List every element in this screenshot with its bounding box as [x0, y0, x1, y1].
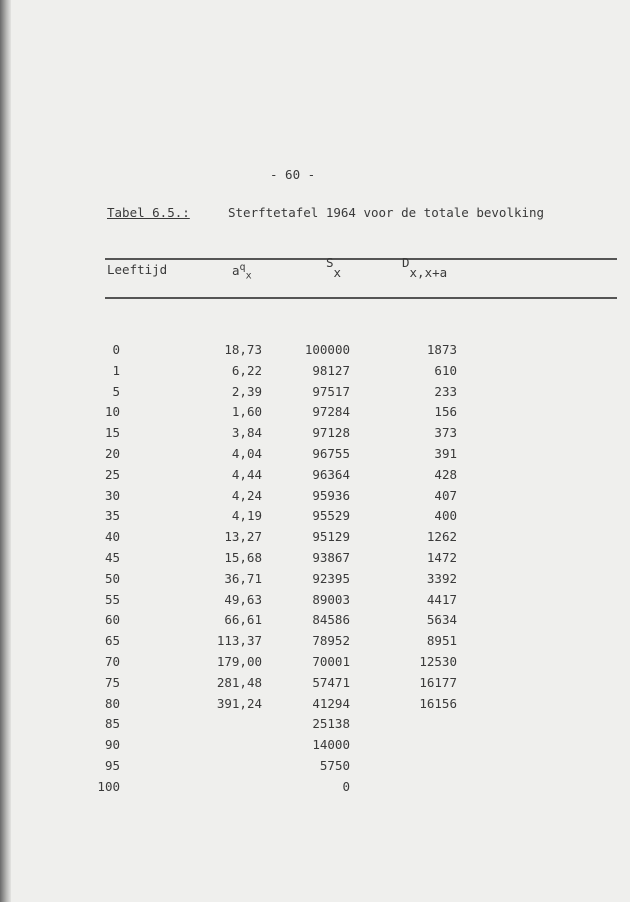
- cell-dx: 156: [434, 404, 457, 420]
- cell-sx: 84586: [312, 612, 350, 628]
- cell-qx: 3,84: [231, 425, 262, 441]
- table-row: [0, 404, 630, 424]
- table-label: Tabel 6.5.:: [107, 205, 190, 220]
- cell-age: 60: [104, 612, 120, 628]
- cell-age: 40: [104, 529, 120, 545]
- cell-dx: 233: [434, 383, 457, 399]
- table-row: [0, 758, 630, 778]
- cell-age: 85: [104, 716, 120, 732]
- cell-qx: 391,24: [216, 695, 262, 711]
- table-title: Sterftetafel 1964 voor de totale bevolking: [228, 205, 545, 220]
- table-row: [0, 446, 630, 466]
- table-row: [0, 696, 630, 716]
- table-row: [0, 654, 630, 674]
- header-qx: [232, 262, 252, 282]
- table-row: [0, 425, 630, 445]
- cell-dx: 1472: [426, 550, 457, 565]
- table-row: [0, 779, 630, 799]
- cell-age: 90: [104, 737, 120, 753]
- cell-qx: 49,63: [224, 591, 262, 607]
- cell-sx: 14000: [312, 737, 350, 753]
- cell-sx: 92395: [312, 570, 350, 586]
- table-row: [0, 529, 630, 549]
- cell-qx: 2,39: [231, 383, 262, 399]
- cell-qx: 15,68: [224, 550, 262, 565]
- table-row: [0, 342, 630, 362]
- cell-sx: 98127: [312, 362, 350, 378]
- cell-qx: 36,71: [224, 570, 262, 586]
- cell-dx: 407: [434, 487, 457, 503]
- cell-age: 55: [104, 591, 120, 607]
- table-row: [0, 571, 630, 591]
- cell-sx: 95129: [312, 529, 350, 545]
- cell-qx: 4,19: [231, 508, 262, 524]
- table-row: [0, 612, 630, 632]
- cell-qx: 13,27: [224, 529, 262, 545]
- cell-sx: 25138: [312, 716, 350, 732]
- header-age: Leeftijd: [107, 262, 168, 277]
- cell-age: 30: [104, 487, 120, 503]
- cell-age: 0: [112, 342, 120, 357]
- qx-prefix: a: [232, 263, 240, 279]
- cell-dx: 8951: [426, 633, 457, 649]
- cell-age: 45: [104, 550, 120, 565]
- cell-dx: 610: [434, 362, 457, 378]
- cell-age: 70: [104, 654, 120, 669]
- header-sx: [326, 255, 342, 280]
- cell-sx: 97517: [312, 383, 350, 399]
- cell-sx: 95936: [312, 487, 350, 503]
- cell-dx: 5634: [426, 612, 457, 628]
- cell-dx: 4417: [426, 591, 457, 607]
- cell-sx: 70001: [312, 654, 350, 669]
- cell-sx: 89003: [312, 591, 350, 607]
- cell-age: 95: [104, 758, 120, 773]
- cell-dx: 428: [434, 466, 457, 482]
- cell-age: 75: [104, 674, 120, 690]
- cell-dx: 16156: [419, 695, 457, 711]
- cell-dx: 1262: [426, 529, 457, 545]
- table-row: [0, 592, 630, 612]
- cell-sx: 78952: [312, 633, 350, 649]
- cell-qx: 4,04: [231, 446, 262, 461]
- cell-age: 10: [104, 404, 120, 420]
- cell-dx: 12530: [419, 654, 457, 669]
- sx-sub: x: [333, 265, 342, 280]
- cell-age: 100: [97, 778, 120, 794]
- cell-qx: 281,48: [216, 674, 262, 690]
- sx-main: S: [326, 255, 334, 270]
- table-row: [0, 716, 630, 736]
- table-row: [0, 508, 630, 528]
- table-row: [0, 737, 630, 757]
- cell-qx: 6,22: [231, 362, 262, 378]
- cell-age: 50: [104, 570, 120, 586]
- table-row: [0, 488, 630, 508]
- cell-age: 80: [104, 695, 120, 711]
- cell-sx: 93867: [312, 550, 350, 565]
- cell-sx: 100000: [304, 342, 350, 357]
- cell-qx: 18,73: [224, 342, 262, 357]
- cell-sx: 96755: [312, 446, 350, 461]
- cell-age: 35: [104, 508, 120, 524]
- page-number: - 60 -: [270, 167, 316, 182]
- cell-qx: 66,61: [224, 612, 262, 628]
- header-bottom-rule: [105, 297, 617, 299]
- cell-dx: 400: [434, 508, 457, 524]
- dx-sub: x,x+a: [409, 265, 448, 280]
- cell-age: 15: [104, 425, 120, 441]
- cell-qx: 4,44: [231, 466, 262, 482]
- header-top-rule: [105, 258, 617, 260]
- dx-main: D: [402, 255, 410, 270]
- cell-age: 65: [104, 633, 120, 649]
- cell-dx: 1873: [426, 342, 457, 357]
- cell-qx: 179,00: [216, 654, 262, 669]
- cell-sx: 97128: [312, 425, 350, 441]
- table-row: [0, 384, 630, 404]
- cell-sx: 0: [342, 778, 350, 794]
- table-row: [0, 363, 630, 383]
- cell-dx: 373: [434, 425, 457, 441]
- header-dx: [402, 255, 448, 280]
- cell-sx: 57471: [312, 674, 350, 690]
- cell-sx: 97284: [312, 404, 350, 420]
- qx-sub: x: [245, 270, 252, 282]
- cell-age: 25: [104, 466, 120, 482]
- table-row: [0, 467, 630, 487]
- cell-sx: 5750: [319, 758, 350, 773]
- cell-sx: 41294: [312, 695, 350, 711]
- cell-dx: 16177: [419, 674, 457, 690]
- cell-qx: 113,37: [216, 633, 262, 649]
- cell-age: 1: [112, 362, 120, 378]
- cell-age: 20: [104, 446, 120, 461]
- cell-sx: 96364: [312, 466, 350, 482]
- qx-sup: q: [239, 262, 246, 273]
- cell-dx: 3392: [426, 570, 457, 586]
- cell-qx: 1,60: [231, 404, 262, 420]
- table-row: [0, 550, 630, 570]
- table-row: [0, 633, 630, 653]
- cell-age: 5: [112, 383, 120, 399]
- cell-qx: 4,24: [231, 487, 262, 503]
- cell-dx: 391: [434, 446, 457, 461]
- cell-sx: 95529: [312, 508, 350, 524]
- table-row: [0, 675, 630, 695]
